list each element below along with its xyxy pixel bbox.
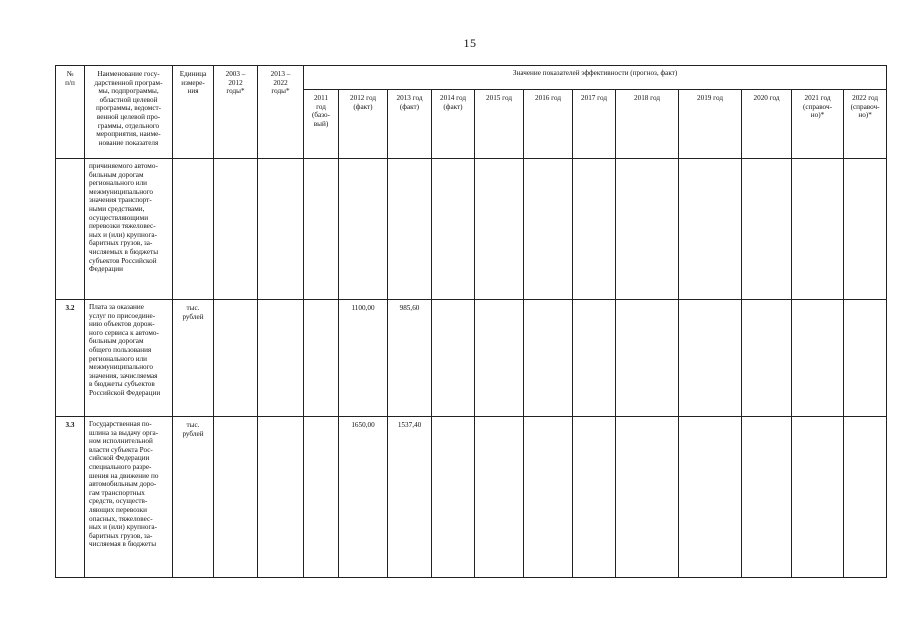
- year-value: [844, 159, 887, 300]
- indicator-name: Государственная по- шлина за выдачу орга- ном исполнительной власти субъекта Рос- сийской Федерации специального разре- шения на движение по автомобильным доро- гам транспортных средств, осуществ- ляющих перевозки опасных, тяжеловес- ных и (или) крупнога- баритных грузов, за- числяемая в бюджеты: [85, 417, 173, 578]
- year-value: [475, 417, 524, 578]
- year-value: [792, 300, 844, 417]
- header-period-2003-2012: 2003 – 2012 годы*: [214, 66, 258, 159]
- year-value: [524, 159, 573, 300]
- header-year: 2016 год: [524, 90, 573, 159]
- year-value: [792, 159, 844, 300]
- year-value: [573, 159, 616, 300]
- indicator-name: Плата за оказание услуг по присоедине- нию объектов дорож- ного сервиса к автомо- бильным дорогам общего пользования регионального или межмуниципального значения, зачисляемая в бюджеты субъектов Российской Федерации: [85, 300, 173, 417]
- year-value: [432, 159, 475, 300]
- year-value: [304, 417, 339, 578]
- year-value: [679, 300, 742, 417]
- year-value: 1650,00: [339, 417, 388, 578]
- period-value: [258, 417, 304, 578]
- indicators-table: [55, 65, 887, 578]
- year-value: [742, 417, 792, 578]
- header-row: [56, 66, 887, 90]
- header-year: 2014 год (факт): [432, 90, 475, 159]
- year-value: [844, 417, 887, 578]
- row-number: [56, 159, 85, 300]
- period-value: [258, 300, 304, 417]
- row-number: 3.3: [56, 417, 85, 578]
- indicator-name: причиняемого автомо- бильным дорогам регионального или межмуниципального значения транспорт- ными средствами, осуществляющими перевозки тяжеловес- ных и (или) крупнога- баритных грузов, за- числяемых в бюджеты субъектов Российской Федерации: [85, 159, 173, 300]
- table-row: [56, 300, 887, 417]
- year-value: [475, 300, 524, 417]
- year-value: [388, 159, 432, 300]
- year-value: [432, 300, 475, 417]
- year-value: [524, 300, 573, 417]
- year-value: [616, 159, 679, 300]
- header-year: 2021 год (справоч- но)*: [792, 90, 844, 159]
- period-value: [258, 159, 304, 300]
- year-value: [304, 300, 339, 417]
- header-year: 2013 год (факт): [388, 90, 432, 159]
- year-value: 1537,40: [388, 417, 432, 578]
- unit-value: тыс. рублей: [173, 300, 214, 417]
- period-value: [214, 159, 258, 300]
- header-year: 2012 год (факт): [339, 90, 388, 159]
- table-row: [56, 159, 887, 300]
- header-year: 2017 год: [573, 90, 616, 159]
- year-value: [742, 159, 792, 300]
- header-period-2013-2022: 2013 – 2022 годы*: [258, 66, 304, 159]
- header-year: 2018 год: [616, 90, 679, 159]
- period-value: [214, 417, 258, 578]
- year-value: [679, 417, 742, 578]
- year-value: [742, 300, 792, 417]
- header-year: 2019 год: [679, 90, 742, 159]
- unit-value: тыс. рублей: [173, 417, 214, 578]
- period-value: [214, 300, 258, 417]
- header-year: 2015 год: [475, 90, 524, 159]
- header-year: 2022 год (справоч- но)*: [844, 90, 887, 159]
- header-year: 2011 год (базо- вый): [304, 90, 339, 159]
- year-value: [679, 159, 742, 300]
- year-value: [524, 417, 573, 578]
- header-unit: Единица измере- ния: [173, 66, 214, 159]
- year-value: [616, 300, 679, 417]
- year-value: [475, 159, 524, 300]
- year-value: [616, 417, 679, 578]
- year-value: [573, 417, 616, 578]
- year-value: 1100,00: [339, 300, 388, 417]
- year-value: [432, 417, 475, 578]
- year-value: 985,60: [388, 300, 432, 417]
- page-number: 15: [463, 36, 477, 50]
- header-year: 2020 год: [742, 90, 792, 159]
- unit-value: [173, 159, 214, 300]
- year-value: [573, 300, 616, 417]
- row-number: 3.2: [56, 300, 85, 417]
- year-value: [792, 417, 844, 578]
- year-value: [844, 300, 887, 417]
- table-row: [56, 417, 887, 578]
- year-value: [304, 159, 339, 300]
- header-num: № п/п: [56, 66, 85, 159]
- header-name: Наименование госу- дарственной програм- мы, подпрограммы, областной целевой программы, ведомст- венной целевой про- граммы, отдельного мероприятия, наиме- нование показателя: [85, 66, 173, 159]
- header-indicator-values: Значение показателей эффективности (прогноз, факт): [304, 66, 887, 90]
- year-value: [339, 159, 388, 300]
